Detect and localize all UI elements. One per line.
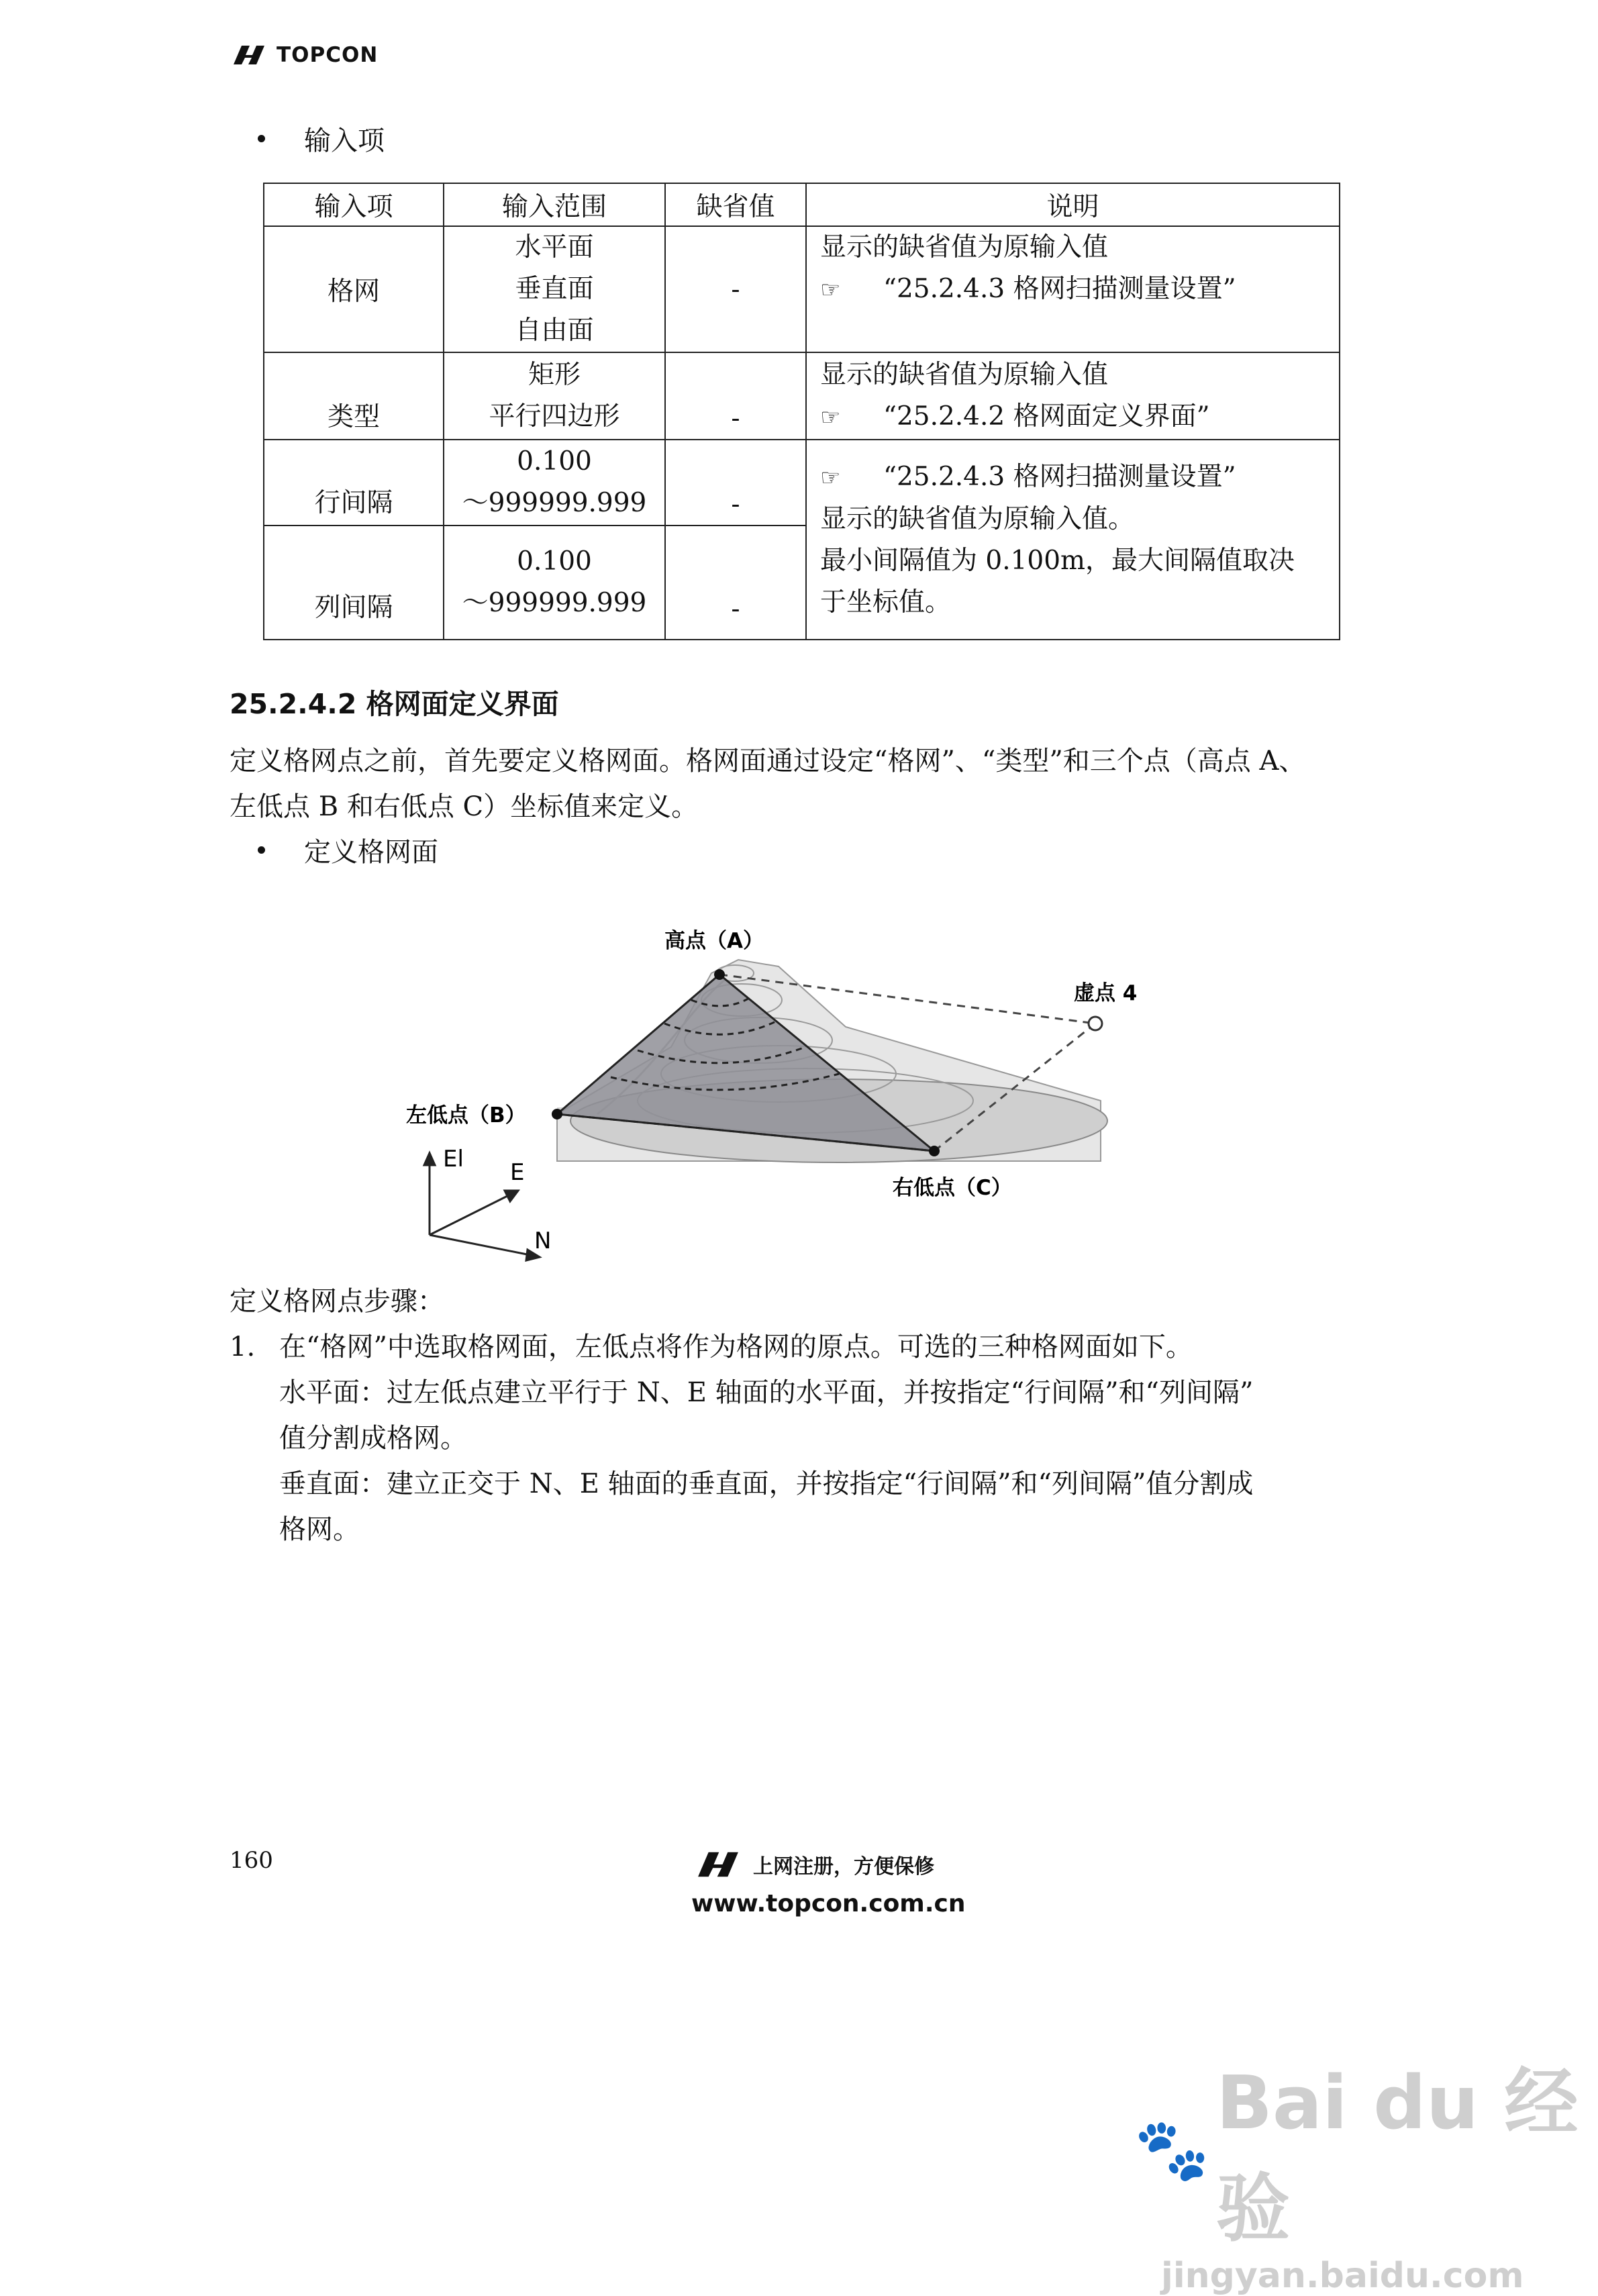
cell-desc-spacing: ☞ “25.2.4.3 格网扫描测量设置” 显示的缺省值为原输入值。 最小间隔值为 0.100m，最大间隔值取决 于坐标值。 xyxy=(806,440,1340,640)
footer-brand xyxy=(691,1847,965,1917)
cell-default: - xyxy=(665,226,806,352)
cross-reference: “25.2.4.2 格网面定义界面” xyxy=(883,401,1210,432)
cross-reference: “25.2.4.3 格网扫描测量设置” xyxy=(883,274,1236,304)
topcon-logo-text: TOPCON xyxy=(277,43,379,67)
bullet-dot-icon xyxy=(258,846,265,854)
cell-item: 格网 xyxy=(264,226,444,352)
cell-item: 列间隔 xyxy=(264,526,444,640)
cell-default: - xyxy=(665,440,806,526)
page-number: 160 xyxy=(230,1847,273,1874)
cell-range: 水平面 垂直面 自由面 xyxy=(444,226,665,352)
pointing-hand-icon: ☞ xyxy=(820,277,841,303)
cell-default: - xyxy=(665,526,806,640)
axis-label-e: E xyxy=(510,1159,525,1186)
cell-range: 矩形 平行四边形 xyxy=(444,352,665,440)
table-row xyxy=(264,440,1340,526)
table-row xyxy=(264,226,1340,352)
watermark-brand: Bai du 经验 xyxy=(1216,2060,1579,2252)
watermark-url: jingyan.baidu.com xyxy=(1161,2256,1524,2296)
footer-slogan: 上网注册，方便保修 xyxy=(753,1855,934,1879)
axis-label-el: El xyxy=(443,1146,464,1172)
cell-desc: 显示的缺省值为原输入值 ☞ “25.2.4.3 格网扫描测量设置” xyxy=(806,226,1340,352)
pointing-hand-icon: ☞ xyxy=(820,464,841,491)
topcon-logo-icon xyxy=(230,42,268,68)
point-a-marker xyxy=(714,969,725,980)
steps-title: 定义格网点步骤： xyxy=(230,1286,444,1317)
intro-paragraph: 定义格网点之前，首先要定义格网面。格网面通过设定“格网”、“类型”和三个点（高点 A、 左低点 B 和右低点 C）坐标值来定义。 xyxy=(230,746,1306,822)
step-1-body: 在“格网”中选取格网面，左低点将作为格网的原点。可选的三种格网面如下。 水平面：过左低点建立平行于 N、E 轴面的水平面，并按指定“行间隔”和“列间隔” 值分割成格网。 垂直面：建立正交于 N、E 轴面的垂直面，并按指定“行间隔”和“列间隔”值分割成 格网。 xyxy=(279,1332,1254,1545)
cell-item: 行间隔 xyxy=(264,440,444,526)
point-b-marker xyxy=(552,1109,562,1119)
table-header-row xyxy=(264,183,1340,226)
section-title: 25.2.4.2 格网面定义界面 xyxy=(230,688,559,720)
label-high-point-a: 高点（A） xyxy=(664,929,764,953)
col-header: 输入项 xyxy=(264,183,444,226)
bullet-input-items: 输入项 xyxy=(258,119,385,158)
watermark-paw-icon: 🐾 xyxy=(1134,2114,1210,2185)
col-header: 缺省值 xyxy=(665,183,806,226)
step-number: 1. xyxy=(230,1332,256,1362)
topcon-logo-icon xyxy=(691,1847,745,1882)
cell-range: 0.100 ～999999.999 xyxy=(444,526,665,640)
baidu-watermark xyxy=(1134,2044,1598,2296)
cell-range: 0.100 ～999999.999 xyxy=(444,440,665,526)
cell-item: 类型 xyxy=(264,352,444,440)
pointing-hand-icon: ☞ xyxy=(820,403,841,431)
topcon-logo xyxy=(230,42,378,68)
input-items-table xyxy=(263,183,1340,640)
cell-default: - xyxy=(665,352,806,440)
cell-desc: 显示的缺省值为原输入值 ☞ “25.2.4.2 格网面定义界面” xyxy=(806,352,1340,440)
footer-url: www.topcon.com.cn xyxy=(691,1890,966,1917)
col-header: 说明 xyxy=(806,183,1340,226)
axis-label-n: N xyxy=(534,1228,552,1254)
table-row xyxy=(264,352,1340,440)
point-c-marker xyxy=(929,1146,940,1156)
label-left-low-b: 左低点（B） xyxy=(406,1103,526,1128)
col-header: 输入范围 xyxy=(444,183,665,226)
cross-reference: “25.2.4.3 格网扫描测量设置” xyxy=(883,461,1236,492)
virtual-point-4-marker xyxy=(1089,1017,1102,1030)
grid-plane-figure xyxy=(376,913,1181,1275)
bullet-dot-icon xyxy=(258,135,265,142)
label-right-low-c: 右低点（C） xyxy=(893,1176,1012,1200)
label-virtual-point-4: 虚点 4 xyxy=(1074,981,1138,1005)
bullet-define-grid-plane: 定义格网面 xyxy=(258,831,438,869)
